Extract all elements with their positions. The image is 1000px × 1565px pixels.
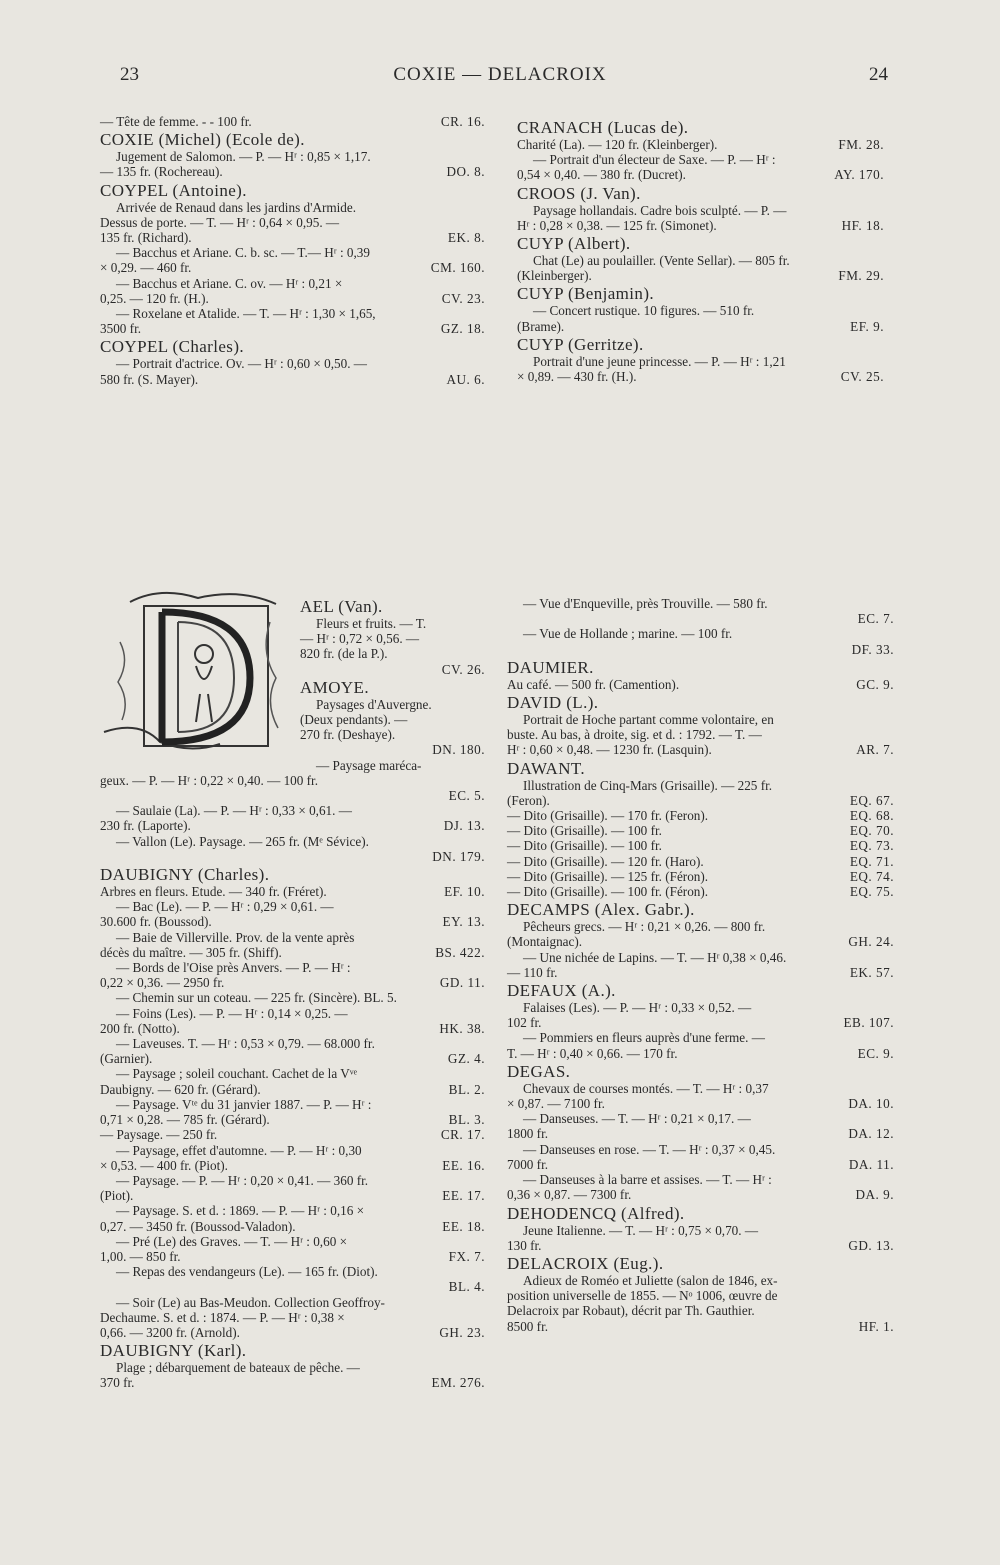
- entry-text: Delacroix par Robaut), décrit par Th. Gauthier.: [507, 1303, 755, 1319]
- entry-text: — Roxelane et Atalide. — T. — Hʳ : 1,30 × 1,65,: [116, 306, 376, 322]
- entry-reference: EK. 57.: [849, 964, 894, 980]
- entry-text: — Dito (Grisaille). — 100 fr. (Féron).: [507, 884, 709, 900]
- entry-line: [100, 164, 485, 179]
- entry-text: — Bac (Le). — P. — Hʳ : 0,29 × 0,61. —: [116, 899, 334, 915]
- entry-reference: EF. 10.: [444, 884, 485, 900]
- artist-name: DAUBIGNY (Charles).: [100, 865, 270, 885]
- entry-reference: EQ. 70.: [849, 823, 894, 839]
- page-number-right: 24: [869, 64, 888, 85]
- entry-text: — Bacchus et Ariane. C. b. sc. — T.— Hʳ : 0,39: [116, 245, 370, 261]
- entry-text: Pêcheurs grecs. — Hʳ : 0,21 × 0,26. — 800 fr.: [523, 919, 766, 935]
- entry-text: — Paysage ; soleil couchant. Cachet de la Vᵛᵉ: [116, 1066, 358, 1082]
- entry-line: [507, 854, 894, 869]
- entry-text: Paysages d'Auvergne.: [316, 696, 432, 712]
- entry-reference: AR. 7.: [856, 742, 894, 758]
- entry-line: [507, 838, 894, 853]
- entry-text: (Piot).: [100, 1188, 134, 1204]
- entry-text: Jeune Italienne. — T. — Hʳ : 0,75 × 0,70. —: [523, 1222, 759, 1238]
- entry-reference: DJ. 13.: [443, 818, 485, 834]
- entry-text: — Dito (Grisaille). — 170 fr. (Feron).: [507, 808, 709, 824]
- entry-line: [507, 965, 894, 980]
- entry-reference: HK. 38.: [439, 1020, 485, 1036]
- entry-text: × 0,29. — 460 fr.: [100, 260, 192, 276]
- entry-reference: EQ. 74.: [849, 868, 894, 884]
- entry-line: [100, 1375, 485, 1390]
- entry-line: [100, 1112, 485, 1127]
- entry-reference: EC. 7.: [857, 611, 894, 627]
- entry-text: (Deux pendants). —: [300, 712, 408, 728]
- entry-text: geux. — P. — Hʳ : 0,22 × 0,40. — 100 fr.: [100, 772, 319, 788]
- page-header: [0, 64, 1000, 94]
- column-bottom-left-body: [100, 773, 485, 1391]
- entry-reference: EE. 18.: [442, 1218, 485, 1234]
- entry-text: Arbres en fleurs. Etude. — 340 fr. (Fréret).: [100, 884, 327, 900]
- entry-text: — 110 fr.: [507, 964, 558, 980]
- artist-name: AEL (Van).: [300, 597, 383, 616]
- entry-text: Portrait de Hoche partant comme volontaire, en: [523, 712, 774, 728]
- entry-line: [100, 230, 485, 245]
- entry-reference: FX. 7.: [448, 1248, 485, 1264]
- entry-text: 0,36 × 0,87. — 7300 fr.: [507, 1187, 632, 1203]
- entry-text: Illustration de Cinq-Mars (Grisaille). — 225 fr.: [523, 777, 773, 793]
- entry-line: [507, 793, 894, 808]
- artist-name: CUYP (Albert).: [517, 234, 631, 254]
- entry-reference: EQ. 73.: [849, 838, 894, 854]
- entry-reference: HF. 18.: [841, 217, 884, 233]
- entry-reference: FM. 28.: [838, 137, 884, 152]
- entry-text: Dessus de porte. — T. — Hʳ : 0,64 × 0,95. —: [100, 214, 340, 230]
- entry-text: 580 fr. (S. Mayer).: [100, 371, 199, 387]
- entry-text: position universelle de 1855. — Nᵒ 1006, œuvre de: [507, 1288, 778, 1304]
- entry-text: 1,00. — 850 fr.: [100, 1248, 181, 1264]
- entry-line: [100, 114, 485, 129]
- entry-reference: EE. 17.: [442, 1188, 485, 1204]
- page-number-left: 23: [120, 64, 139, 85]
- entry-text: (Montaignac).: [507, 934, 583, 950]
- artist-name: COXIE (Michel) (Ecole de).: [100, 130, 305, 150]
- entry-line: [100, 291, 485, 306]
- entry-reference: CV. 25.: [840, 369, 884, 385]
- entry-text: T. — Hʳ : 0,40 × 0,66. — 170 fr.: [507, 1045, 678, 1061]
- entry-text: Chat (Le) au poulailler. (Vente Sellar). — 805 fr.: [533, 253, 790, 269]
- entry-text: — Vallon (Le). Paysage. — 265 fr. (Mᵉ Sévice).: [116, 833, 369, 849]
- entry-text: 30.600 fr. (Boussod).: [100, 914, 212, 930]
- entry-reference: EC. 5.: [448, 788, 485, 804]
- entry-text: — Tête de femme. - - 100 fr.: [100, 114, 252, 129]
- entry-reference: CR. 16.: [440, 114, 485, 129]
- entry-text: — Paysage. S. et d. : 1869. — P. — Hʳ : 0,16 ×: [116, 1203, 365, 1219]
- entry-text: — Portrait d'un électeur de Saxe. — P. — Hʳ :: [533, 152, 776, 168]
- artist-name: DEFAUX (A.).: [507, 981, 616, 1001]
- entry-text: 370 fr.: [100, 1375, 135, 1391]
- entry-text: — Vue de Hollande ; marine. — 100 fr.: [523, 626, 733, 642]
- entry-reference: DA. 9.: [855, 1187, 894, 1203]
- entry-line: [100, 1188, 485, 1203]
- entry-text: — Laveuses. T. — Hʳ : 0,53 × 0,79. — 68.000 fr.: [116, 1036, 375, 1052]
- entry-text: — Paysage, effet d'automne. — P. — Hʳ : 0,30: [116, 1142, 362, 1158]
- entry-line: [100, 1021, 485, 1036]
- entry-text: Jugement de Salomon. — P. — Hʳ : 0,85 × 1,17.: [116, 149, 371, 165]
- entry-reference: EY. 13.: [442, 914, 485, 930]
- artist-name: AMOYE.: [300, 677, 369, 697]
- entry-text: — Saulaie (La). — P. — Hʳ : 0,33 × 0,61. —: [116, 803, 352, 819]
- entry-reference: CM. 160.: [430, 260, 485, 276]
- entry-text: × 0,53. — 400 fr. (Piot).: [100, 1157, 228, 1173]
- entry-text: — Paysage maréca-: [316, 757, 422, 773]
- entry-line: [507, 1046, 894, 1061]
- artist-name: DAUMIER.: [507, 657, 594, 677]
- entry-line: [100, 1127, 485, 1142]
- artist-name: DEHODENCQ (Alfred).: [507, 1203, 685, 1223]
- entry-text: — Danseuses en rose. — T. — Hʳ : 0,37 × 0,45.: [523, 1141, 776, 1157]
- entry-reference: EQ. 67.: [849, 792, 894, 808]
- entry-text: Arrivée de Renaud dans les jardins d'Armide.: [116, 199, 357, 215]
- entry-text: — Dito (Grisaille). — 100 fr.: [507, 838, 662, 854]
- entry-text: Chevaux de courses montés. — T. — Hʳ : 0,37: [523, 1080, 769, 1096]
- entry-reference: AU. 6.: [446, 371, 485, 387]
- entry-line: [100, 1082, 485, 1097]
- entry-line: [100, 945, 485, 960]
- entry-text: — Danseuses. — T. — Hʳ : 0,21 × 0,17. —: [523, 1111, 751, 1127]
- entry-line: [507, 884, 894, 899]
- entry-reference: CV. 23.: [441, 290, 485, 306]
- entry-line: [100, 1249, 485, 1264]
- entry-reference: DA. 10.: [848, 1096, 894, 1112]
- entry-line: [507, 1096, 894, 1111]
- entry-reference: BS. 422.: [435, 944, 485, 960]
- artist-name: CRANACH (Lucas de).: [517, 118, 689, 137]
- entry-text: 3500 fr.: [100, 321, 142, 337]
- entry-text: 270 fr. (Deshaye).: [300, 727, 396, 743]
- entry-reference: GD. 13.: [848, 1237, 894, 1253]
- entry-text: — Dito (Grisaille). — 120 fr. (Haro).: [507, 853, 704, 869]
- entry-reference: GH. 23.: [439, 1324, 485, 1340]
- entry-line: [507, 808, 894, 823]
- entry-text: × 0,87. — 7100 fr.: [507, 1096, 605, 1112]
- entry-reference: BL. 3.: [448, 1112, 485, 1128]
- entry-text: — Bacchus et Ariane. C. ov. — Hʳ : 0,21 ×: [116, 275, 343, 291]
- entry-reference: BL. 2.: [448, 1081, 485, 1097]
- entry-line: [100, 818, 485, 833]
- entry-text: 7000 fr.: [507, 1156, 549, 1172]
- entry-reference: EQ. 68.: [849, 808, 894, 824]
- entry-reference: CV. 26.: [441, 661, 485, 677]
- entry-line: [507, 1157, 894, 1172]
- entry-text: — Portrait d'actrice. Ov. — Hʳ : 0,60 × 0,50. —: [116, 356, 367, 372]
- entry-text: — 135 fr. (Rochereau).: [100, 164, 223, 180]
- entry-text: — Pré (Le) des Graves. — T. — Hʳ : 0,60 ×: [116, 1233, 348, 1249]
- artist-name: COYPEL (Antoine).: [100, 180, 247, 200]
- entry-reference: GH. 24.: [848, 934, 894, 950]
- entry-reference: DA. 11.: [848, 1156, 894, 1172]
- entry-line: [507, 1238, 894, 1253]
- entry-text: (Kleinberger).: [517, 268, 592, 284]
- entry-line: [100, 372, 485, 387]
- entry-text: 130 fr.: [507, 1237, 542, 1253]
- entry-text: — Pommiers en fleurs auprès d'une ferme. —: [523, 1030, 765, 1046]
- artist-name: CROOS (J. Van).: [517, 183, 641, 203]
- entry-text: Hʳ : 0,28 × 0,38. — 125 fr. (Simonet).: [517, 217, 717, 233]
- entry-line: [100, 1051, 485, 1066]
- artist-name: DEGAS.: [507, 1061, 571, 1081]
- entry-line: [100, 1219, 485, 1234]
- entry-text: — Concert rustique. 10 figures. — 510 fr.: [533, 303, 755, 319]
- entry-reference: EM. 276.: [431, 1375, 485, 1391]
- entry-line: [100, 884, 485, 899]
- artist-name: DELACROIX (Eug.).: [507, 1253, 664, 1273]
- entry-line: [507, 1187, 894, 1202]
- entry-line: [507, 1319, 894, 1334]
- entry-reference: EQ. 71.: [849, 853, 894, 869]
- entry-text: — Une nichée de Lapins. — T. — Hʳ 0,38 × 0,46.: [523, 949, 787, 965]
- entry-reference: GZ. 4.: [447, 1051, 485, 1067]
- artist-name: DAVID (L.).: [507, 693, 599, 713]
- artist-name: COYPEL (Charles).: [100, 337, 245, 357]
- entry-reference: DO. 8.: [446, 164, 485, 180]
- entry-text: Paysage hollandais. Cadre bois sculpté. — P. —: [533, 202, 787, 218]
- entry-text: 0,27. — 3450 fr. (Boussod-Valadon).: [100, 1218, 296, 1234]
- entry-line: [507, 823, 894, 838]
- entry-reference: EE. 16.: [442, 1157, 485, 1173]
- entry-text: Daubigny. — 620 fr. (Gérard).: [100, 1081, 261, 1097]
- entry-text: (Brame).: [517, 318, 565, 334]
- running-title: COXIE — DELACROIX: [393, 64, 607, 85]
- entry-reference: GD. 11.: [439, 975, 485, 991]
- entry-line: [100, 260, 485, 275]
- entry-text: — Chemin sur un coteau. — 225 fr. (Sincère). BL. 5.: [116, 990, 397, 1006]
- entry-reference: DA. 12.: [848, 1126, 894, 1142]
- entry-text: 8500 fr.: [507, 1318, 549, 1334]
- entry-text: Adieux de Roméo et Juliette (salon de 1846, ex-: [523, 1272, 778, 1288]
- artist-name: DAWANT.: [507, 758, 586, 778]
- entry-reference: HF. 1.: [858, 1318, 894, 1334]
- entry-line: [507, 869, 894, 884]
- entry-reference: EB. 107.: [843, 1015, 894, 1031]
- entry-text: Falaises (Les). — P. — Hʳ : 0,33 × 0,52. —: [523, 1000, 752, 1016]
- column-bottom-right: [507, 596, 894, 1334]
- artist-name: DECAMPS (Alex. Gabr.).: [507, 900, 695, 920]
- entry-reference: DN. 179.: [432, 848, 485, 864]
- entry-line: [100, 321, 485, 336]
- entry-text: — Danseuses à la barre et assises. — T. — Hʳ :: [523, 1172, 772, 1188]
- entry-reference: GZ. 18.: [440, 321, 485, 337]
- entry-text: décès du maître. — 305 fr. (Shiff).: [100, 944, 282, 960]
- entry-reference: DN. 180.: [432, 742, 485, 758]
- entry-text: — Dito (Grisaille). — 125 fr. (Féron).: [507, 868, 709, 884]
- entry-text: 135 fr. (Richard).: [100, 230, 192, 246]
- entry-text: — Foins (Les). — P. — Hʳ : 0,14 × 0,25. —: [116, 1005, 348, 1021]
- entry-line: [517, 137, 884, 152]
- entry-text: × 0,89. — 430 fr. (H.).: [517, 369, 637, 385]
- entry-line: [100, 1158, 485, 1173]
- entry-line: [507, 1015, 894, 1030]
- entry-text: Fleurs et fruits. — T.: [316, 616, 427, 631]
- entry-reference: GC. 9.: [856, 676, 894, 692]
- entry-text: (Garnier).: [100, 1051, 153, 1067]
- entry-line: [100, 1325, 485, 1340]
- artist-name: DAUBIGNY (Karl).: [100, 1341, 247, 1361]
- entry-text: Charité (La). — 120 fr. (Kleinberger).: [517, 137, 718, 152]
- entry-line: [100, 975, 485, 990]
- entry-text: — Hʳ : 0,72 × 0,56. —: [300, 631, 420, 647]
- entry-text: Portrait d'une jeune princesse. — P. — Hʳ : 1,21: [533, 353, 786, 369]
- entry-reference: CR. 17.: [440, 1127, 485, 1143]
- entry-line: [517, 268, 884, 283]
- entry-text: buste. Au bas, à droite, sig. et d. : 1792. — T. —: [507, 727, 762, 743]
- entry-reference: EC. 9.: [857, 1045, 894, 1061]
- entry-text: — Bords de l'Oise près Anvers. — P. — Hʳ :: [116, 960, 351, 976]
- entry-reference: DF. 33.: [851, 641, 894, 657]
- column-top-right: [517, 117, 884, 384]
- entry-line: [517, 369, 884, 384]
- entry-text: — Vue d'Enqueville, près Trouville. — 580 fr.: [523, 596, 768, 611]
- entry-text: 200 fr. (Notto).: [100, 1020, 180, 1036]
- entry-line: [517, 218, 884, 233]
- entry-text: 820 fr. (de la P.).: [300, 646, 388, 662]
- entry-text: — Paysage. — P. — Hʳ : 0,20 × 0,41. — 360 fr.: [116, 1172, 369, 1188]
- entry-text: 0,54 × 0,40. — 380 fr. (Ducret).: [517, 167, 686, 183]
- entry-text: 1800 fr.: [507, 1126, 549, 1142]
- entry-text: — Soir (Le) au Bas-Meudon. Collection Geoffroy-: [116, 1294, 385, 1310]
- entry-text: — Repas des vendangeurs (Le). — 165 fr. (Diot).: [116, 1264, 378, 1280]
- entry-line: [507, 1126, 894, 1141]
- entry-reference: EK. 8.: [447, 230, 485, 246]
- entry-reference: BL. 4.: [448, 1279, 485, 1295]
- column-top-left: [100, 114, 485, 387]
- entry-line: [507, 934, 894, 949]
- entry-line: [517, 167, 884, 182]
- entry-text: — Dito (Grisaille). — 100 fr.: [507, 823, 662, 839]
- entry-text: 0,66. — 3200 fr. (Arnold).: [100, 1324, 240, 1340]
- entry-text: — Baie de Villerville. Prov. de la vente après: [116, 929, 355, 945]
- entry-reference: EF. 9.: [850, 318, 884, 334]
- entry-text: — Paysage. Vᵗᵉ du 31 janvier 1887. — P. — Hʳ :: [116, 1096, 372, 1112]
- entry-text: 0,22 × 0,36. — 2950 fr.: [100, 975, 225, 991]
- entry-text: (Feron).: [507, 792, 550, 808]
- entry-line: [100, 914, 485, 929]
- entry-text: 0,71 × 0,28. — 785 fr. (Gérard).: [100, 1112, 270, 1128]
- entry-reference: EQ. 75.: [849, 884, 894, 900]
- entry-text: Hʳ : 0,60 × 0,48. — 1230 fr. (Lasquin).: [507, 742, 712, 758]
- entry-reference: FM. 29.: [838, 268, 884, 284]
- entry-reference: AY. 170.: [834, 167, 884, 183]
- entry-text: 230 fr. (Laporte).: [100, 818, 191, 834]
- entry-line: [507, 742, 894, 757]
- entry-text: Au café. — 500 fr. (Camention).: [507, 676, 680, 692]
- artist-name: CUYP (Benjamin).: [517, 284, 655, 304]
- column-bottom-left: [100, 596, 485, 1391]
- entry-text: 102 fr.: [507, 1015, 542, 1031]
- entry-text: Dechaume. S. et d. : 1874. — P. — Hʳ : 0,38 ×: [100, 1309, 345, 1325]
- artist-name: CUYP (Gerritze).: [517, 334, 644, 354]
- entry-text: — Paysage. — 250 fr.: [100, 1127, 218, 1143]
- entry-text: Plage ; débarquement de bateaux de pêche. —: [116, 1360, 360, 1376]
- initial-wrap-text: [100, 598, 485, 773]
- entry-line: [517, 319, 884, 334]
- entry-text: 0,25. — 120 fr. (H.).: [100, 290, 209, 306]
- entry-line: [507, 677, 894, 692]
